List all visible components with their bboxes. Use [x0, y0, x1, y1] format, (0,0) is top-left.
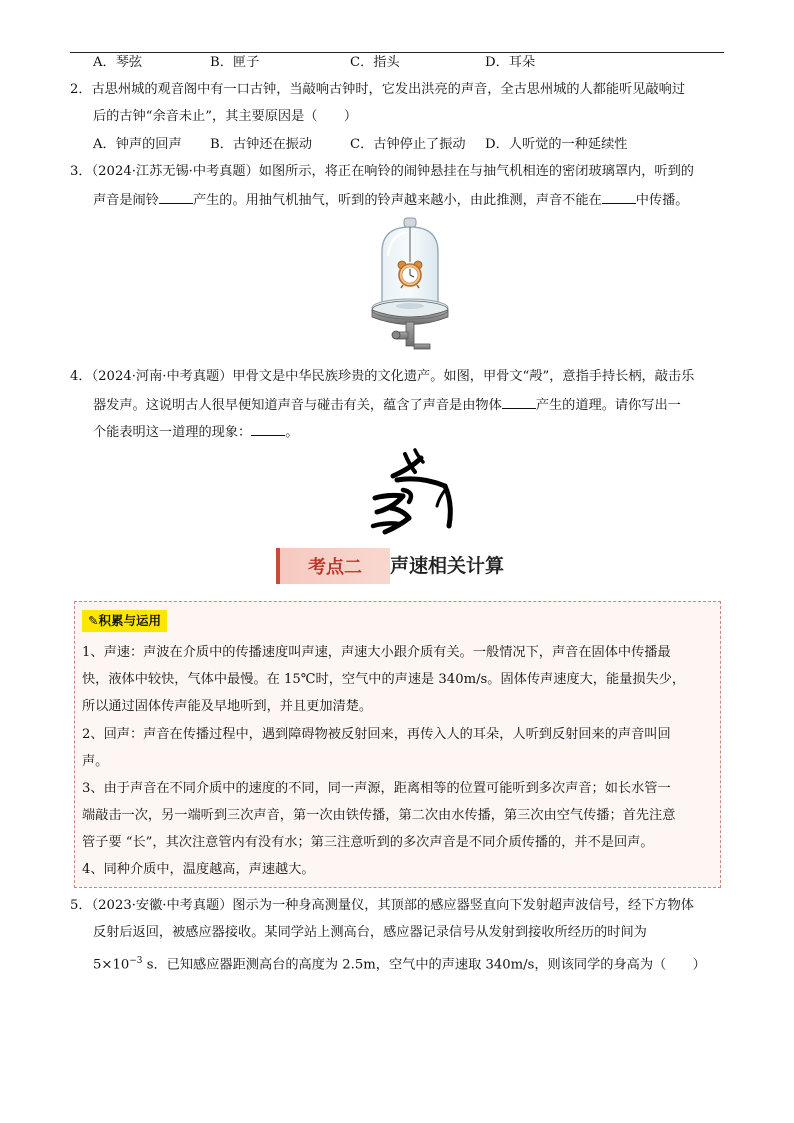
header-rule	[70, 52, 724, 53]
q4-text-b: 产生的道理。请你写出一	[535, 398, 681, 413]
q4-blank-1[interactable]	[502, 396, 536, 409]
q4-text-d: 。	[285, 425, 299, 440]
pen-icon: ✎	[88, 613, 99, 628]
q3-stem-line2	[93, 191, 689, 210]
knowledge-line: 2、回声：声音在传播过程中，遇到障碍物被反射回来，再传入人的耳朵，人听到反射回来的声音叫回	[82, 727, 671, 742]
knowledge-line: 1、声速：声波在介质中的传播速度叫声速，声速大小跟介质有关。一般情况下，声音在固体中传播最	[82, 645, 671, 660]
knowledge-line: 端敲击一次，另一端听到三次声音，第一次由铁传播，第二次由水传播，第三次由空气传播；首先注意	[82, 808, 676, 823]
knowledge-tag-label: 积累与运用	[98, 613, 161, 628]
knowledge-line: 管子要 “长”，其次注意管内有没有水；第三注意听到的多次声音是不同介质传播的，并不是回声。	[82, 835, 654, 850]
q1-option-b: B．匣子	[210, 55, 260, 70]
knowledge-line: 快，液体中较快，气体中最慢。在 15℃时，空气中的声速是 340m/s。固体传声速度大，能量损失少，	[82, 672, 686, 687]
knowledge-tag	[82, 610, 167, 632]
knowledge-line: 4、同种介质中，温度越高，声速越大。	[82, 862, 315, 877]
q2-stem-line1: 2．古思州城的观音阁中有一口古钟，当敲响古钟时，它发出洪亮的声音，全古思州城的人都能听见敲响过	[70, 82, 686, 97]
q4-stem-line2	[93, 396, 681, 415]
q5-text-a: 5×10	[93, 957, 130, 973]
knowledge-line: 声。	[82, 754, 109, 769]
q2-option-a: A．钟声的回声	[93, 137, 182, 152]
q5-stem-line2: 反射后返回，被感应器接收。某同学站上测高台，感应器记录信号从发射到接收所经历的时间为	[93, 925, 647, 940]
q1-option-a: A．琴弦	[93, 55, 143, 70]
section-badge: 考点二	[276, 548, 390, 584]
q5-stem-line1: 5．（2023·安徽·中考真题）图示为一种身高测量仪，其顶部的感应器竖直向下发射超声波信号，经下方物体	[70, 898, 694, 913]
q2-option-b: B．古钟还在振动	[210, 137, 313, 152]
knowledge-line: 3、由于声音在不同介质中的速度的不同，同一声源，距离相等的位置可能听到多次声音；如长水管一	[82, 781, 671, 796]
oracle-bone-character-figure	[363, 446, 463, 538]
q4-stem-line3	[93, 423, 298, 442]
q3-text-c: 中传播。	[635, 193, 689, 208]
q5-exponent: −3	[129, 956, 143, 966]
q2-option-c: C．古钟停止了振动	[350, 137, 466, 152]
q4-text-c: 个能表明这一道理的现象：	[93, 425, 252, 440]
q4-stem-line1: 4．（2024·河南·中考真题）甲骨文是中华民族珍贵的文化遗产。如图，甲骨文“殸”，意指手持长柄，敲击乐	[70, 369, 695, 384]
q4-blank-2[interactable]	[251, 423, 285, 436]
knowledge-line: 所以通过固体传声能及早地听到，并且更加清楚。	[82, 699, 373, 714]
q1-option-c: C．指头	[350, 55, 400, 70]
q1-option-d: D．耳朵	[485, 55, 536, 70]
q5-text-b: s．已知感应器距测高台的高度为 2.5m，空气中的声速取 340m/s，则该同学的身高为（ ）	[142, 957, 706, 973]
section-title: 声速相关计算	[390, 555, 505, 577]
q3-blank-1[interactable]	[159, 191, 193, 204]
q5-stem-line3	[93, 952, 706, 974]
q2-option-d: D．人听觉的一种延续性	[485, 137, 628, 152]
q3-stem-line1: 3．（2024·江苏无锡·中考真题）如图所示，将正在响铃的闹钟悬挂在与抽气机相连的密闭玻璃罩内，听到的	[70, 164, 694, 179]
q3-text-b: 产生的。用抽气机抽气，听到的铃声越来越小，由此推测，声音不能在	[192, 193, 602, 208]
q4-text-a: 器发声。这说明古人很早便知道声音与碰击有关，蕴含了声音是由物体	[93, 398, 502, 413]
q2-stem-line2: 后的古钟“余音未止”，其主要原因是（ ）	[93, 109, 358, 124]
bell-jar-figure	[360, 216, 460, 358]
q3-blank-2[interactable]	[602, 191, 636, 204]
q3-text-a: 声音是闹铃	[93, 193, 159, 208]
